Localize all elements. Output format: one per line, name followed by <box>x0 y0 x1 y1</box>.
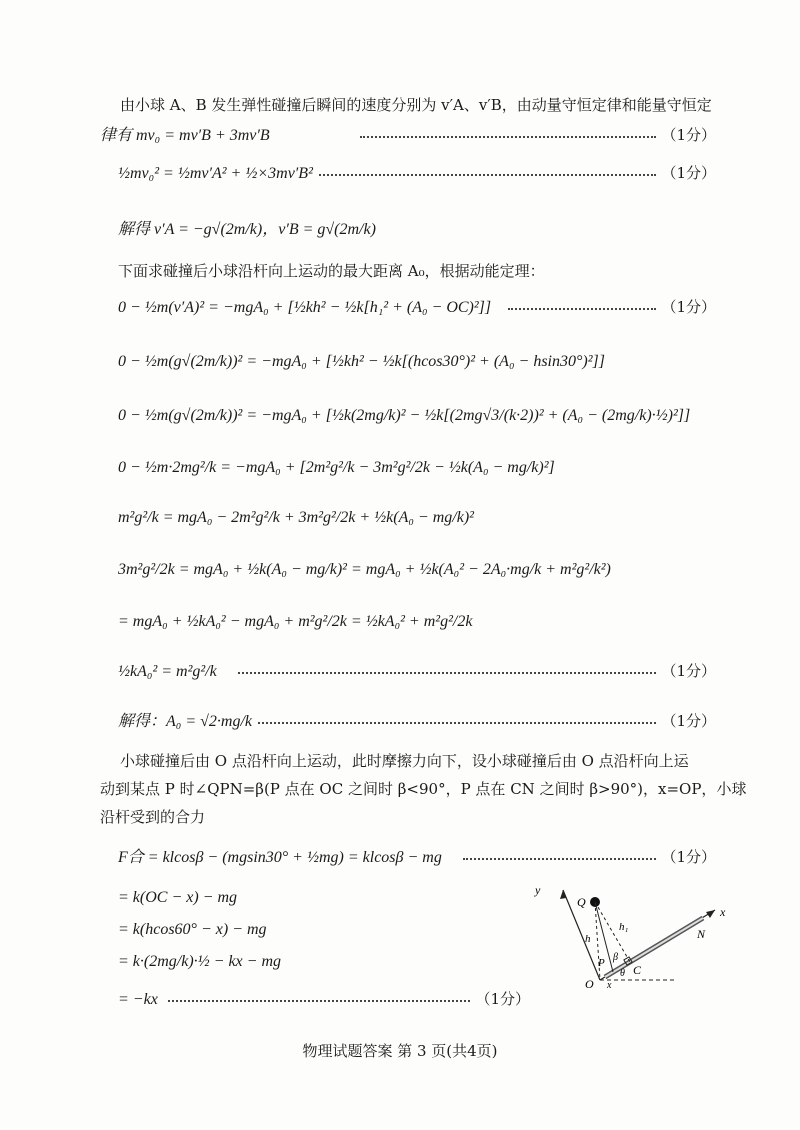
label-n: N <box>697 927 706 941</box>
derivation-eq: 0 − ½m·2mg²/k = −mgA₀ + [2m²g²/k − 3m²g²/2k − ½k(A₀ − mg/k)²] <box>118 459 555 476</box>
intro-line-2 <box>100 126 716 147</box>
label-h1: h₁ <box>619 921 629 933</box>
derivation-row <box>118 406 716 427</box>
sub-intro: 下面求碰撞后小球沿杆向上运动的最大距离 A₀，根据动能定理： <box>118 262 545 280</box>
score-label: （1分） <box>661 164 716 182</box>
energy-equation: ½mv₀² = ½mv′A² + ½×3mv′B² <box>118 164 319 185</box>
derivation-row <box>118 712 716 733</box>
derivation-eq: 0 − ½m(v′A)² = −mgA₀ + [½kh² − ½k[h₁² + (A₀ − OC)²]] <box>118 298 497 319</box>
derivation-row <box>118 662 716 683</box>
derivation-eq: 解得：A₀ = √2·mg/k <box>118 712 258 733</box>
derivation-eq: = mgA₀ + ½kA₀² − mgA₀ + m²g²/2k = ½kA₀² + m²g²/2k <box>118 613 473 630</box>
derivation-eq: m²g²/k = mgA₀ − 2m²g²/k + 3m²g²/2k + ½k(A₀ − mg/k)² <box>118 509 474 526</box>
label-y: y <box>535 883 541 897</box>
score-label: （1分） <box>475 990 530 1008</box>
para2-line-3: 沿杆受到的合力 <box>100 808 206 826</box>
solve-velocity: 解得 v′A = −g√(2m/k)，v′B = g√(2m/k) <box>118 221 376 238</box>
intro-line-1: 由小球 A、B 发生弹性碰撞后瞬间的速度分别为 v′A、v′B，由动量守恒定律和能量守恒定 <box>120 96 712 114</box>
label-beta: β <box>613 952 618 963</box>
label-o: O <box>585 977 594 990</box>
score-label: （1分） <box>661 712 716 730</box>
label-x-small: x <box>607 980 612 990</box>
derivation-row <box>118 560 716 581</box>
label-h: h <box>585 933 591 945</box>
derivation-row <box>118 352 716 373</box>
score-label: （1分） <box>661 126 716 144</box>
derivation-eq: 0 − ½m(g√(2m/k))² = −mgA₀ + [½kh² − ½k[(hcos30°)² + (A₀ − hsin30°)²]] <box>118 353 605 370</box>
score-label: （1分） <box>661 848 716 866</box>
derivation-row <box>118 458 716 479</box>
derivation-row <box>118 508 716 529</box>
label-p: P <box>598 957 605 969</box>
para2-line-1: 小球碰撞后由 O 点沿杆向上运动，此时摩擦力向下，设小球碰撞后由 O 点沿杆向上运 <box>120 752 689 770</box>
derivation-row <box>118 612 716 633</box>
label-theta: θ <box>620 968 625 979</box>
derivation-row <box>118 298 716 319</box>
score-label: （1分） <box>661 662 716 680</box>
force-eq: = k(OC − x) − mg <box>118 889 238 906</box>
momentum-equation: 律有 mv₀ = mv′B + 3mv′B <box>100 126 276 147</box>
score-label: （1分） <box>661 298 716 316</box>
force-row <box>118 848 716 869</box>
label-x: x <box>720 905 726 919</box>
force-eq: = k(hcos60° − x) − mg <box>118 921 267 938</box>
label-c: C <box>633 963 642 977</box>
derivation-eq: 0 − ½m(g√(2m/k))² = −mgA₀ + [½k(2mg/k)² − ½k[(2mg√3/(k·2))² + (A₀ − (2mg/k)·½)²]] <box>118 407 691 424</box>
derivation-eq: 3m²g²/2k = mgA₀ + ½k(A₀ − mg/k)² = mgA₀ + ½k(A₀² − 2A₀·mg/k + m²g²/k²) <box>118 561 611 578</box>
label-q: Q <box>577 895 586 909</box>
force-eq: F合 = klcosβ − (mgsin30° + ½mg) = klcosβ − mg <box>118 848 448 869</box>
force-row <box>118 990 530 1011</box>
para2-line-2: 动到某点 P 时∠QPN=β(P 点在 OC 之间时 β<90°，P 点在 CN 之间时 β>90°)，x=OP，小球 <box>100 780 747 798</box>
energy-equation-row <box>118 164 716 185</box>
page-footer: 物理试题答案 第 3 页(共4页) <box>302 1042 498 1060</box>
force-eq: = −kx <box>118 990 164 1011</box>
rod-diagram <box>525 880 735 990</box>
x-arrow <box>706 910 715 918</box>
force-eq: = k·(2mg/k)·½ − kx − mg <box>118 953 282 970</box>
derivation-eq: ½kA₀² = m²g²/k <box>118 662 223 683</box>
